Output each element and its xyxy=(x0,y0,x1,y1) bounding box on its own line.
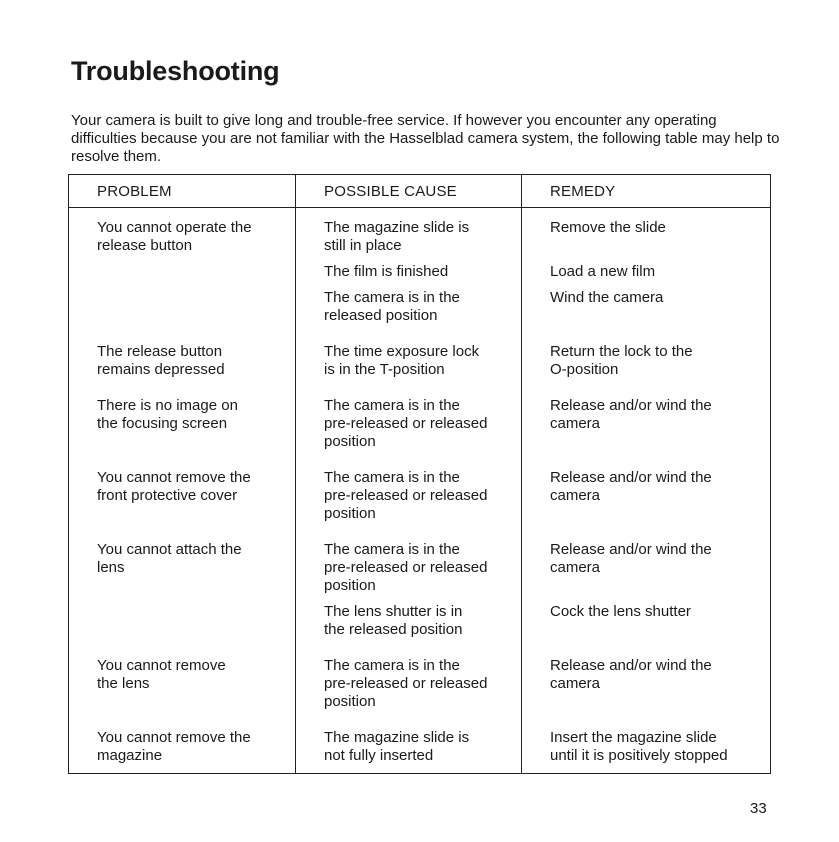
page-title: Troubleshooting xyxy=(71,56,280,86)
remedy-cell: Remove the slide xyxy=(550,219,666,236)
troubleshooting-table xyxy=(68,174,771,774)
problem-cell: There is no image on the focusing screen xyxy=(97,397,238,432)
cause-cell: The camera is in the pre-released or released position xyxy=(324,657,488,710)
header-divider xyxy=(69,207,770,208)
page-number: 33 xyxy=(750,800,767,817)
remedy-cell: Release and/or wind the camera xyxy=(550,541,712,576)
remedy-cell: Release and/or wind the camera xyxy=(550,657,712,692)
intro-paragraph: Your camera is built to give long and trouble-free service. If however you encounter any operating difficulties because you are not familiar with the Hasselblad camera system, the following table may help to resolve them. xyxy=(71,112,780,165)
header-remedy: REMEDY xyxy=(550,183,616,200)
header-possible-cause: POSSIBLE CAUSE xyxy=(324,183,457,200)
column-divider xyxy=(295,175,296,773)
cause-cell: The camera is in the pre-released or released position xyxy=(324,541,488,594)
problem-cell: You cannot remove the lens xyxy=(97,657,226,692)
cause-cell: The lens shutter is in the released position xyxy=(324,603,463,638)
cause-cell: The magazine slide is not fully inserted xyxy=(324,729,470,764)
cause-cell: The camera is in the pre-released or released position xyxy=(324,397,488,450)
remedy-cell: Cock the lens shutter xyxy=(550,603,691,620)
remedy-cell: Wind the camera xyxy=(550,289,664,306)
header-problem: PROBLEM xyxy=(97,183,172,200)
cause-cell: The magazine slide is still in place xyxy=(324,219,470,254)
problem-cell: You cannot operate the release button xyxy=(97,219,252,254)
problem-cell: You cannot remove the front protective cover xyxy=(97,469,251,504)
cause-cell: The camera is in the pre-released or released position xyxy=(324,469,488,522)
remedy-cell: Insert the magazine slide until it is positively stopped xyxy=(550,729,728,764)
cause-cell: The film is finished xyxy=(324,263,449,280)
cause-cell: The time exposure lock is in the T-position xyxy=(324,343,480,378)
cause-cell: The camera is in the released position xyxy=(324,289,460,324)
remedy-cell: Release and/or wind the camera xyxy=(550,469,712,504)
remedy-cell: Return the lock to the O-position xyxy=(550,343,693,378)
problem-cell: You cannot attach the lens xyxy=(97,541,242,576)
remedy-cell: Load a new film xyxy=(550,263,656,280)
problem-cell: The release button remains depressed xyxy=(97,343,225,378)
problem-cell: You cannot remove the magazine xyxy=(97,729,251,764)
remedy-cell: Release and/or wind the camera xyxy=(550,397,712,432)
